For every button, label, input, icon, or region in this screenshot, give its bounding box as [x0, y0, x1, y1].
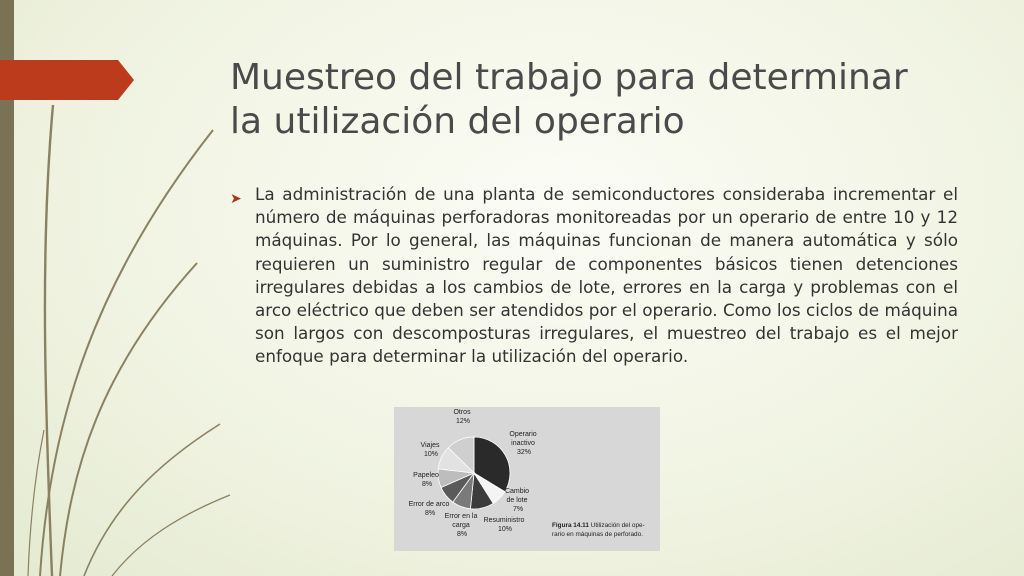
label-papeleo: Papeleo 8% — [413, 472, 439, 488]
label-viajes: Viajes 10% — [420, 442, 440, 458]
pie-chart-figure — [394, 407, 660, 551]
label-carga: Error en la carga 8% — [444, 513, 478, 538]
title-line-1: Muestreo del trabajo para determinar — [230, 57, 908, 98]
decorative-lines — [0, 0, 260, 576]
label-cambio: Cambio de lote 7% — [504, 488, 530, 513]
title-arrow-marker — [0, 60, 134, 100]
label-resuministro: Resuministro 10% — [483, 517, 525, 533]
label-otros: Otros 12% — [453, 409, 471, 425]
label-operario: Operario inactivo 32% — [509, 431, 537, 456]
pie-chart — [394, 407, 660, 551]
title-line-2: la utilización del operario — [230, 101, 685, 142]
slide-title — [230, 56, 990, 144]
bullet-arrow-icon: ➤ — [230, 191, 242, 207]
label-arco: Error de arco 8% — [408, 501, 450, 517]
slide-body-text: La administración de una planta de semiconductores consideraba incrementar el número de máquinas perforadoras monitoreadas por un operario de entre 10 y 12 máquinas. Por lo general, las máquinas funcionan de manera automática y sólo requieren un suministro regular de componentes básicos tienen detenciones irregulares debidas a los cambios de lote, errores en la carga y problemas con el arco eléctrico que deben ser atendidos por el operario. Como los ciclos de máquina son largos con descomposturas irregulares, el muestreo del trabajo es el mejor enfoque para determinar la utilización del operario. — [255, 184, 958, 367]
figure-caption: Figura 14.11 Utilización del ope- rario en máquinas de perforado. — [552, 522, 645, 538]
